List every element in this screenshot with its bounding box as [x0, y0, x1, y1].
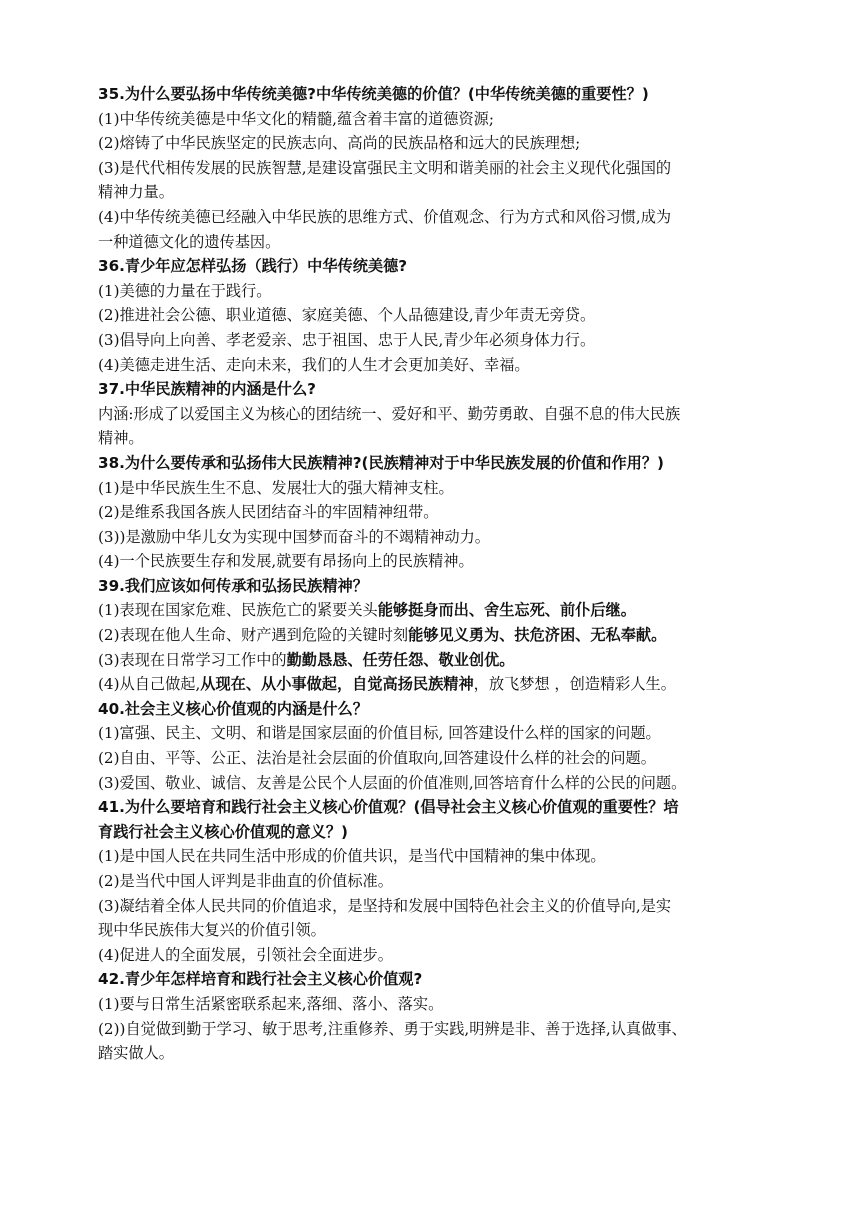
q40-point-3: (3)爱国、敬业、诚信、友善是公民个人层面的价值准则,回答培育什么样的公民的问题。 — [98, 773, 687, 792]
question-40-title: 40.社会主义核心价值观的内涵是什么？ — [98, 699, 368, 718]
q39-point-1 — [98, 598, 770, 623]
q41-point-1: (1)是中国人民在共同生活中形成的价值共识，是当代中国精神的集中体现。 — [98, 847, 606, 866]
q39-point-2-emphasis: 能够见义勇为、扶危济困、无私奉献。 — [408, 626, 667, 645]
q36-point-2: (2)推进社会公德、职业道德、家庭美德、个人品德建设,青少年责无旁贷。 — [98, 306, 596, 325]
q35-point-4-line-2: 一种道德文化的遗传基因。 — [98, 232, 281, 251]
q36-point-1: (1)美德的力量在于践行。 — [98, 281, 272, 300]
q42-point-1: (1)要与日常生活紧密联系起来,落细、落小、落实。 — [98, 994, 444, 1013]
q42-point-2-line-2: 踏实做人。 — [98, 1044, 174, 1063]
q41-point-3-line-1: (3)凝结着全体人民共同的价值追求，是坚持和发展中国特色社会主义的价值导向,是实 — [98, 896, 672, 915]
q39-point-3-text: (3)表现在日常学习工作中的 — [98, 650, 287, 669]
q35-point-4-line-1: (4)中华传统美德已经融入中华民族的思维方式、价值观念、行为方式和风俗习惯,成为 — [98, 207, 672, 226]
q40-point-2: (2)自由、平等、公正、法治是社会层面的价值取向,回答建设什么样的社会的问题。 — [98, 749, 656, 768]
q41-point-4: (4)促进人的全面发展，引领社会全面进步。 — [98, 945, 393, 964]
q35-point-1: (1)中华传统美德是中华文化的精髓,蕴含着丰富的道德资源; — [98, 109, 494, 128]
q36-point-4: (4)美德走进生活、走向未来，我们的人生才会更加美好、幸福。 — [98, 355, 530, 374]
q37-answer-line-2: 精神。 — [98, 429, 144, 448]
q38-point-1: (1)是中华民族生生不息、发展壮大的强大精神支柱。 — [98, 478, 454, 497]
question-42-title: 42.青少年怎样培育和践行社会主义核心价值观? — [98, 970, 423, 989]
question-37-title: 37.中华民族精神的内涵是什么? — [98, 380, 316, 399]
q39-point-4-tail: ，放飞梦想 ，创造精彩人生。 — [473, 675, 676, 694]
q39-point-1-text: (1)表现在国家危难、民族危亡的紧要关头 — [98, 601, 378, 620]
question-36-title: 36.青少年应怎样弘扬（践行）中华传统美德? — [98, 257, 408, 276]
q40-point-1: (1)富强、民主、文明、和谐是国家层面的价值目标, 回答建设什么样的国家的问题。 — [98, 724, 661, 743]
question-39-title: 39.我们应该如何传承和弘扬民族精神？ — [98, 576, 368, 595]
q38-point-4: (4)一个民族要生存和发展,就要有昂扬向上的民族精神。 — [98, 552, 474, 571]
q39-point-4-text: (4)从自己做起, — [98, 675, 201, 694]
q35-point-3-line-1: (3)是代代相传发展的民族智慧,是建设富强民主文明和谐美丽的社会主义现代化强国的 — [98, 158, 672, 177]
q39-point-3 — [98, 648, 770, 673]
q35-point-3-line-2: 精神力量。 — [98, 183, 174, 202]
q39-point-3-emphasis: 勤勤恳恳、任劳任怨、敬业创优。 — [286, 650, 515, 669]
question-38-title: 38.为什么要传承和弘扬伟大民族精神?(民族精神对于中华民族发展的价值和作用？) — [98, 453, 664, 472]
q39-point-4 — [98, 672, 770, 697]
q41-point-3-line-2: 现中华民族伟大复兴的价值引领。 — [98, 921, 326, 940]
q37-answer-line-1: 内涵:形成了以爱国主义为核心的团结统一、爱好和平、勤劳勇敢、自强不息的伟大民族 — [98, 404, 681, 423]
q39-point-4-emphasis: 从现在、从小事做起，自觉高扬民族精神 — [200, 675, 474, 694]
q39-point-1-emphasis: 能够挺身而出、舍生忘死、前仆后继。 — [377, 601, 636, 620]
q38-point-3: (3))是激励中华儿女为实现中国梦而奋斗的不竭精神动力。 — [98, 527, 490, 546]
q39-point-2 — [98, 623, 770, 648]
q39-point-2-text: (2)表现在他人生命、财产遇到危险的关键时刻 — [98, 626, 409, 645]
question-35-title: 35.为什么要弘扬中华传统美德?中华传统美德的价值？(中华传统美德的重要性？) — [98, 85, 649, 103]
document-page — [98, 82, 770, 1066]
q42-point-2-line-1: (2))自觉做到勤于学习、敏于思考,注重修养、勇于实践,明辨是非、善于选择,认真做事、 — [98, 1019, 687, 1038]
q36-point-3: (3)倡导向上向善、孝老爱亲、忠于祖国、忠于人民,青少年必须身体力行。 — [98, 330, 596, 349]
question-41-title-line-2: 育践行社会主义核心价值观的意义？) — [98, 822, 348, 841]
q35-point-2: (2)熔铸了中华民族坚定的民族志向、高尚的民族品格和远大的民族理想; — [98, 134, 581, 153]
q41-point-2: (2)是当代中国人评判是非曲直的价值标准。 — [98, 872, 393, 890]
q38-point-2: (2)是维系我国各族人民团结奋斗的牢固精神纽带。 — [98, 503, 439, 522]
question-41-title-line-1: 41.为什么要培育和践行社会主义核心价值观？(倡导社会主义核心价值观的重要性？培 — [98, 798, 679, 817]
